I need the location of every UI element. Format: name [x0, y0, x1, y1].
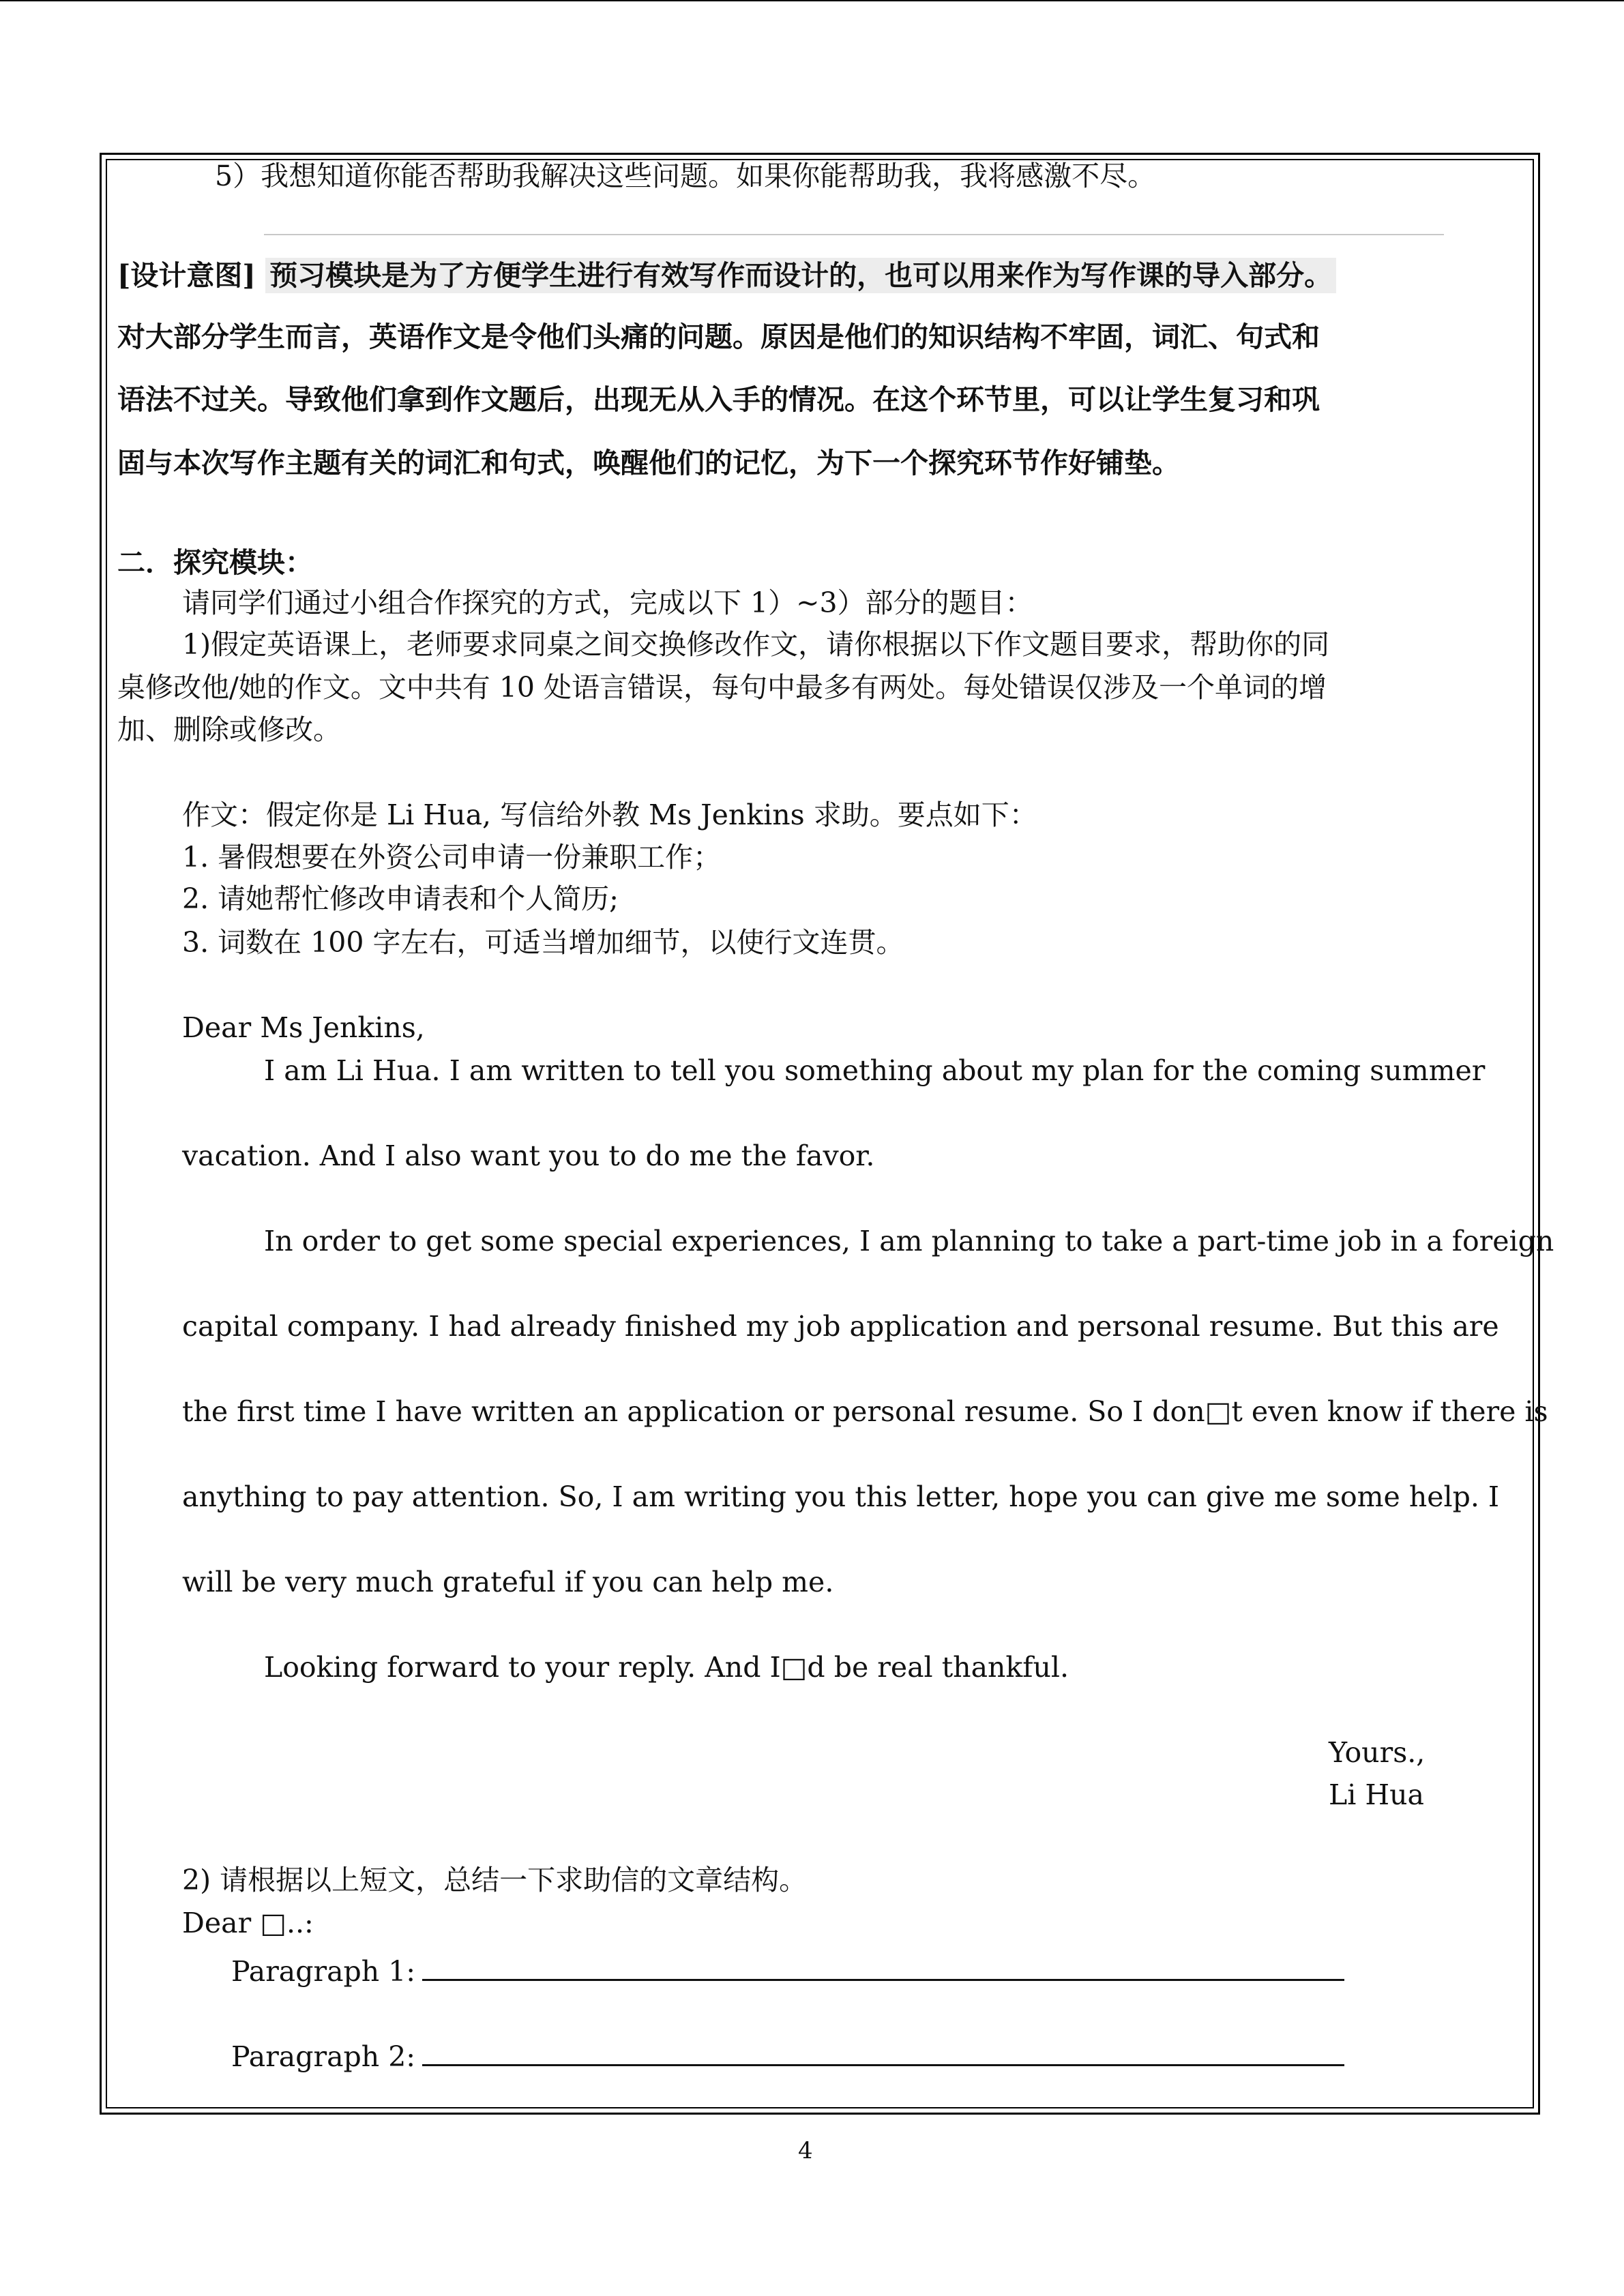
letter-line-3: In order to get some special experiences, I am planning to take a part-time job in a foreign	[264, 1225, 1554, 1257]
letter-signature: Li Hua	[1329, 1778, 1424, 1811]
design-intent-line-4: 固与本次写作主题有关的词汇和句式，唤醒他们的记忆，为下一个探究环节作好铺垫。	[117, 447, 1180, 479]
letter-closing: Yours.,	[1329, 1736, 1426, 1769]
design-intent-line-1	[117, 259, 1336, 292]
design-intent-tag: [设计意图]	[117, 259, 256, 292]
item-5: 5）我想知道你能否帮助我解决这些问题。如果你能帮助我，我将感激不尽。	[215, 160, 1156, 192]
letter-line-7: will be very much grateful if you can help me.	[182, 1566, 834, 1598]
page-top-rule	[0, 0, 1624, 1]
letter-line-6: anything to pay attention. So, I am writing you this letter, hope you can give me some help. I	[182, 1480, 1500, 1513]
letter-line-8: Looking forward to your reply. And I□d be real thankful.	[264, 1651, 1069, 1684]
section-2-intro: 请同学们通过小组合作探究的方式，完成以下 1）~3）部分的题目：	[182, 586, 1033, 619]
paragraph-2-blank[interactable]	[422, 2037, 1344, 2066]
design-intent-line-3: 语法不过关。导致他们拿到作文题后，出现无从入手的情况。在这个环节里，可以让学生复习和巩	[117, 383, 1320, 416]
paragraph-2-label: Paragraph 2:	[231, 2040, 416, 2073]
page-number: 4	[798, 2137, 813, 2164]
design-intent-highlight: 预习模块是为了方便学生进行有效写作而设计的，也可以用来作为写作课的导入部分。	[265, 258, 1336, 293]
paragraph-1-row	[231, 1952, 1344, 1986]
letter-line-4: capital company. I had already finished my job application and personal resume. But this are	[182, 1310, 1499, 1343]
letter-line-2: vacation. And I also want you to do me the favor.	[182, 1139, 875, 1172]
letter-line-5: the first time I have written an application or personal resume. So I don□t even know if there is	[182, 1395, 1548, 1428]
design-intent-line-2: 对大部分学生而言，英语作文是令他们头痛的问题。原因是他们的知识结构不牢固，词汇、句式和	[117, 320, 1320, 353]
prompt-point-2: 2. 请她帮忙修改申请表和个人简历;	[182, 882, 619, 915]
paragraph-2-row	[231, 2037, 1344, 2071]
divider-line	[264, 234, 1444, 235]
writing-prompt: 作文：假定你是 Li Hua, 写信给外教 Ms Jenkins 求助。要点如下：	[182, 799, 1037, 831]
task-1-line-3: 加、删除或修改。	[117, 713, 341, 746]
paragraph-1-blank[interactable]	[422, 1952, 1344, 1981]
prompt-point-3: 3. 词数在 100 字左右，可适当增加细节，以使行文连贯。	[182, 926, 904, 959]
prompt-point-1: 1. 暑假想要在外资公司申请一份兼职工作；	[182, 841, 722, 874]
task-2-question: 2) 请根据以上短文，总结一下求助信的文章结构。	[182, 1864, 808, 1896]
section-2-heading: 二．探究模块：	[117, 546, 313, 579]
task-1-line-2: 桌修改他/她的作文。文中共有 10 处语言错误，每句中最多有两处。每处错误仅涉及一个单词的增	[117, 671, 1327, 704]
letter-salutation: Dear Ms Jenkins,	[182, 1011, 425, 1044]
paragraph-1-label: Paragraph 1:	[231, 1955, 416, 1988]
task-2-dear-line: Dear □..:	[182, 1907, 314, 1939]
task-1-line-1: 1)假定英语课上，老师要求同桌之间交换修改作文，请你根据以下作文题目要求，帮助你的同	[182, 628, 1330, 661]
letter-line-1: I am Li Hua. I am written to tell you something about my plan for the coming summer	[264, 1054, 1486, 1087]
